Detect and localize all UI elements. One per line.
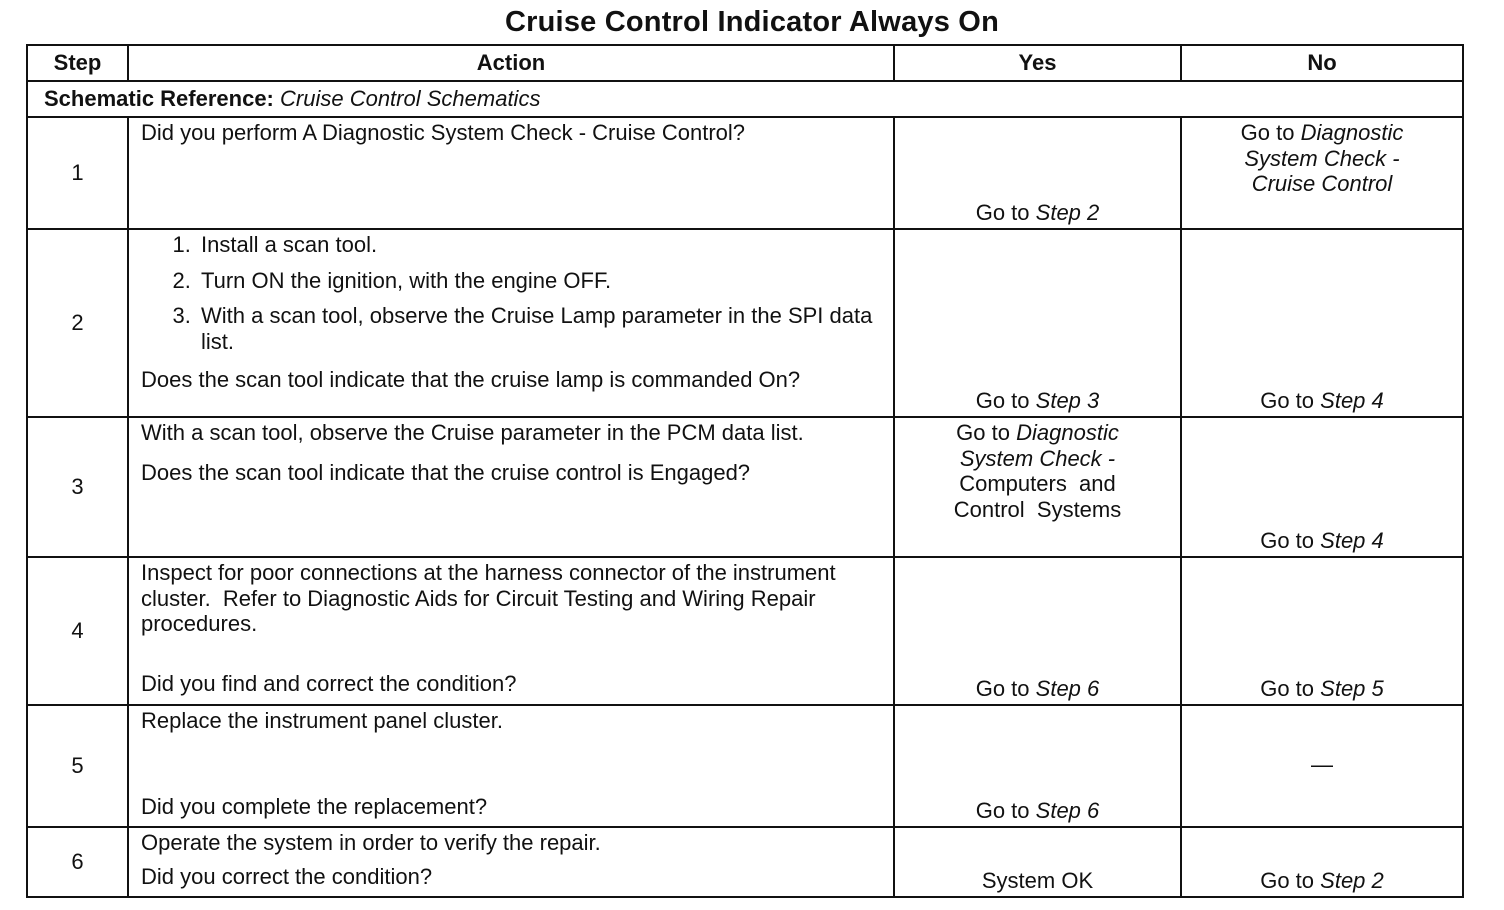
action-text: Replace the instrument panel cluster. [141, 708, 503, 733]
action-question: Did you complete the replacement? [141, 793, 488, 819]
goto-prefix: Go to [956, 420, 1010, 445]
action-cell [128, 705, 894, 827]
step-number: 5 [27, 705, 128, 827]
header-action: Action [128, 45, 894, 81]
goto-text-line: Control Systems [953, 497, 1122, 523]
step-number: 1 [27, 117, 128, 229]
list-item: 2. Turn ON the ignition, with the engine OFF. [197, 268, 883, 294]
goto-step-link[interactable]: Step 6 [1035, 798, 1100, 824]
list-item: 3. With a scan tool, observe the Cruise Lamp parameter in the SPI data list. [197, 303, 883, 354]
step-number: 6 [27, 827, 128, 897]
yes-cell [894, 229, 1181, 417]
yes-cell [894, 705, 1181, 827]
yes-cell [894, 827, 1181, 897]
goto-prefix: Go to [1260, 528, 1315, 554]
goto-link-line[interactable]: Cruise Control [1251, 171, 1393, 197]
table-row [27, 557, 1463, 705]
list-item: 1. Install a scan tool. [197, 232, 883, 258]
schematic-reference-label: Schematic Reference: [44, 86, 274, 112]
action-question: Does the scan tool indicate that the cruise lamp is commanded On? [141, 366, 801, 392]
header-no: No [1181, 45, 1463, 81]
goto-step-link[interactable]: Step 4 [1320, 388, 1384, 414]
action-question: Did you find and correct the condition? [141, 671, 517, 697]
action-question: Does the scan tool indicate that the cruise control is Engaged? [141, 459, 751, 485]
page-title: Cruise Control Indicator Always On [505, 6, 999, 38]
table-row [27, 705, 1463, 827]
header-row [27, 45, 1463, 81]
goto-text-line: Computers and [959, 471, 1116, 497]
goto-prefix: Go to [1260, 676, 1315, 702]
yes-cell [894, 417, 1181, 557]
no-cell [1181, 417, 1463, 557]
table-row [27, 117, 1463, 229]
goto-link[interactable]: Diagnostic [1016, 420, 1119, 445]
action-cell [128, 557, 894, 705]
goto-prefix: Go to [1260, 868, 1315, 894]
goto-link-line[interactable]: System Check - [1244, 145, 1400, 171]
action-text: Operate the system in order to verify the repair. [141, 830, 601, 855]
yes-cell [894, 117, 1181, 229]
action-steps-list [141, 232, 883, 355]
result-text: System OK [981, 868, 1094, 894]
goto-prefix: Go to [975, 798, 1030, 824]
schematic-reference-link[interactable]: Cruise Control Schematics [280, 86, 541, 112]
schematic-reference-row [27, 81, 1463, 117]
no-action-dash: — [1311, 752, 1333, 778]
schematic-reference [27, 81, 1463, 117]
goto-prefix: Go to [1260, 388, 1315, 414]
yes-cell [894, 557, 1181, 705]
action-text: With a scan tool, observe the Cruise parameter in the PCM data list. [141, 420, 804, 445]
action-question: Did you correct the condition? [141, 863, 433, 889]
action-cell [128, 417, 894, 557]
action-cell [128, 229, 894, 417]
step-number: 4 [27, 557, 128, 705]
no-cell [1181, 557, 1463, 705]
goto-step-link[interactable]: Step 3 [1035, 388, 1100, 414]
goto-link[interactable]: Diagnostic [1300, 120, 1404, 145]
no-cell [1181, 705, 1463, 827]
diagnostic-table [26, 44, 1464, 898]
no-cell [1181, 117, 1463, 229]
table-row [27, 229, 1463, 417]
goto-step-link[interactable]: Step 6 [1035, 676, 1100, 702]
header-step: Step [27, 45, 128, 81]
goto-prefix: Go to [975, 676, 1030, 702]
table-row [27, 417, 1463, 557]
goto-step-link[interactable]: Step 4 [1320, 528, 1384, 554]
goto-step-link[interactable]: Step 5 [1320, 676, 1384, 702]
action-cell [128, 117, 894, 229]
step-number: 2 [27, 229, 128, 417]
goto-prefix: Go to [975, 388, 1030, 414]
goto-prefix: Go to [975, 200, 1030, 226]
goto-prefix: Go to [1240, 120, 1295, 145]
action-cell [128, 827, 894, 897]
no-cell [1181, 229, 1463, 417]
header-yes: Yes [894, 45, 1181, 81]
step-number: 3 [27, 417, 128, 557]
table-row [27, 827, 1463, 897]
action-question: Did you perform A Diagnostic System Check - Cruise Control? [141, 120, 746, 145]
goto-step-link[interactable]: Step 2 [1035, 200, 1100, 226]
goto-step-link[interactable]: Step 2 [1320, 868, 1384, 894]
goto-link-line[interactable]: System Check - [959, 445, 1116, 471]
action-text: Inspect for poor connections at the harness connector of the instrument cluster. Refer to Diagnostic Aids for Circuit Testing and Wiring Repair procedures. [141, 560, 842, 637]
no-cell [1181, 827, 1463, 897]
